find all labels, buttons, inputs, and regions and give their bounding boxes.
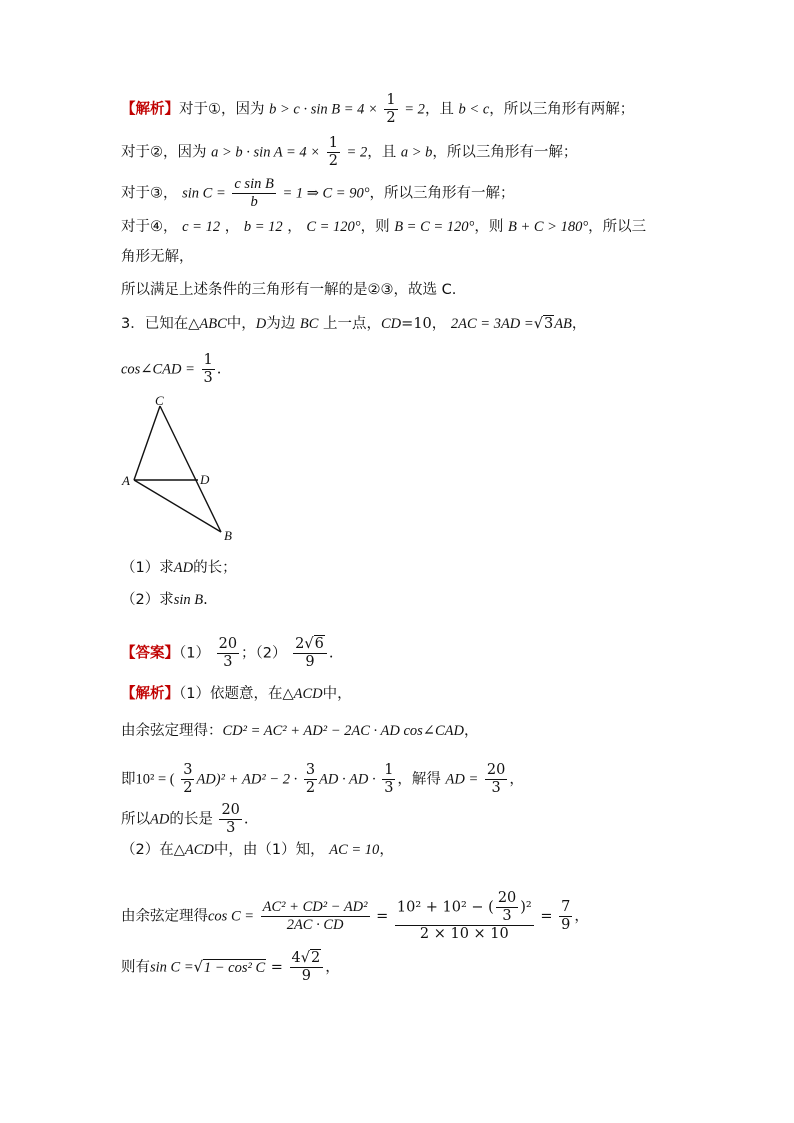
text: （2）求 xyxy=(121,592,174,608)
text: ，且 xyxy=(367,144,397,161)
fraction: $\frac{3}{2}$ xyxy=(183,762,193,796)
sqrt: 1 − cos² C xyxy=(203,959,266,976)
text: . xyxy=(328,645,334,662)
fraction: $\frac{\text{c sin B}}{b}$ xyxy=(234,176,274,210)
text: 中，由（1）知， xyxy=(213,842,325,858)
text: ，则 xyxy=(474,219,504,235)
text: 为边 xyxy=(266,316,296,332)
math: AD xyxy=(173,560,194,576)
math: ACD xyxy=(184,842,214,858)
part-2 xyxy=(121,590,208,610)
text: =10， xyxy=(401,316,447,332)
math: AD · AD · xyxy=(319,771,376,788)
fraction: $\frac{7}{9}$ xyxy=(561,899,571,933)
math: = xyxy=(270,959,283,976)
text: （1）依题意，在△ xyxy=(179,686,294,702)
solution-line-4 xyxy=(121,802,249,837)
fraction: $\frac{\text{AC² + CD² − AD²}}{2AC \cdot CD}$ xyxy=(262,899,368,933)
text: 则有 xyxy=(121,959,150,976)
text: 对于③， xyxy=(121,185,178,202)
math: ABC xyxy=(199,316,227,332)
math: AD)² + AD² − 2 · xyxy=(196,771,298,788)
text: 对于①，因为 xyxy=(179,101,265,118)
analysis-line-1 xyxy=(121,92,634,127)
text: 对于②，因为 xyxy=(121,144,207,161)
label-D: D xyxy=(200,472,210,487)
answer-line xyxy=(121,636,333,671)
fraction: $\frac{1}{2}$ xyxy=(386,92,396,126)
math: BC xyxy=(299,316,319,332)
text: ， xyxy=(379,842,394,858)
analysis-tag-2: 【解析】 xyxy=(121,686,179,702)
text: 中， xyxy=(226,316,256,332)
part-1 xyxy=(121,558,237,578)
text: . xyxy=(216,361,222,378)
fraction: $\frac{1}{2}$ xyxy=(328,135,338,169)
math: a > b · sin A = 4 × xyxy=(211,144,321,161)
math: B = C = 120° xyxy=(394,219,475,235)
math: c = 12 xyxy=(182,219,221,235)
math: cos C = xyxy=(208,908,255,925)
math: D xyxy=(255,316,267,332)
text: ， xyxy=(463,723,479,739)
text: ， xyxy=(325,959,340,976)
fraction: $\frac{20}{3}$ xyxy=(218,636,238,670)
text: ，且 xyxy=(424,101,454,118)
fraction: $\frac{2√6}{9}$ xyxy=(293,636,327,671)
text: 即 xyxy=(121,771,136,788)
math: a > b xyxy=(400,144,433,161)
text: 所以 xyxy=(121,811,150,828)
text: ， xyxy=(574,908,589,925)
text: ， xyxy=(509,771,524,788)
triangle-figure xyxy=(118,392,248,547)
math: = 2 xyxy=(404,101,425,118)
math: = 2 xyxy=(346,144,368,161)
math: b < c xyxy=(458,101,490,118)
analysis-line-5: 角形无解， xyxy=(121,249,194,265)
solution-line-7: 则有sin C =√1 − cos² C = $\frac{4√2}{9}$ ， xyxy=(121,950,340,984)
math: CD xyxy=(381,316,402,332)
text: . xyxy=(203,592,208,608)
text: ，所以三 xyxy=(588,219,647,235)
fraction: $\frac{3}{2}$ xyxy=(305,762,316,796)
solution-line-2 xyxy=(121,721,478,741)
text: 由余弦定理得： xyxy=(121,723,223,739)
analysis-line-6: 所以满足上述条件的三角形有一解的是②③，故选 C. xyxy=(121,282,457,298)
text: ，所以三角形有一解； xyxy=(432,144,578,161)
text: 对于④， xyxy=(121,219,178,235)
math: cos∠CAD = xyxy=(121,361,195,378)
text: ；（2） xyxy=(241,645,287,662)
question-3-line-2 xyxy=(121,352,221,387)
math: sin C = xyxy=(150,959,194,976)
analysis-line-3 xyxy=(121,176,515,211)
text: ，所以三角形有一解； xyxy=(369,185,515,202)
fraction: $\frac{1}{3}$ xyxy=(203,352,213,386)
math: sin B xyxy=(173,592,204,608)
math: = xyxy=(376,908,389,925)
solution-line-5 xyxy=(121,840,394,860)
text: 的长； xyxy=(193,560,237,576)
solution-line-3 xyxy=(121,762,524,797)
text: （2）在△ xyxy=(121,842,185,858)
text: 3．已知在△ xyxy=(121,316,200,332)
answer-tag: 【答案】 xyxy=(121,645,179,662)
fraction: $\frac{4√2}{9}$ xyxy=(290,950,324,985)
solution-line-6 xyxy=(121,890,589,943)
math: = 1 ⇒ C = 90° xyxy=(282,185,370,202)
analysis-line-4: 对于④， c = 12 ， b = 12 ， C = 120°，则 B = C = 120°，则 B + C > 180°，所以三 xyxy=(121,219,647,235)
fraction: $\frac{20}{3}$ xyxy=(486,762,506,796)
text: （1） xyxy=(179,645,210,662)
text: 上一点， xyxy=(323,316,382,332)
label-C: C xyxy=(155,393,164,408)
label-B: B xyxy=(224,528,232,543)
math: ACD xyxy=(293,686,323,702)
text: ，则 xyxy=(360,219,390,235)
fraction: $\frac{20}{3}$ xyxy=(221,802,240,836)
solution-line-1 xyxy=(121,684,352,704)
text: （1）求 xyxy=(121,560,174,576)
math: AC = 10 xyxy=(329,842,380,858)
fraction: $\frac{1}{3}$ xyxy=(384,762,394,796)
sqrt: 3 xyxy=(543,316,554,332)
text: ， xyxy=(571,316,587,332)
label-A: A xyxy=(122,473,130,488)
analysis-tag: 【解析】 xyxy=(121,101,179,118)
math: b = 12 xyxy=(243,219,283,235)
text: ，所以三角形有两解； xyxy=(489,101,635,118)
fraction: 10² + 10² − ( $\frac{20}{3}$ )² 2 × 10 × 10 xyxy=(396,890,532,942)
text: 的长是 xyxy=(169,811,213,828)
math: AD xyxy=(150,811,170,828)
math: C = 120° xyxy=(306,219,361,235)
text: . xyxy=(243,811,249,828)
math: B + C > 180° xyxy=(507,219,589,235)
math: AD = xyxy=(445,771,479,788)
text: 由余弦定理得 xyxy=(121,908,208,925)
math: 10² = ( xyxy=(135,771,175,788)
question-3-line-1: 3．已知在△ABC中，D为边 BC 上一点，CD=10， 2AC = 3AD =√3AB， xyxy=(121,316,587,332)
analysis-line-2 xyxy=(121,135,577,170)
math: 2AC = 3AD = xyxy=(450,316,534,332)
math: AB xyxy=(554,316,572,332)
text: 中， xyxy=(322,686,352,702)
math: CD² = AC² + AD² − 2AC · AD cos∠CAD xyxy=(222,723,464,739)
math: b > c · sin B = 4 × xyxy=(269,101,378,118)
text: ，解得 xyxy=(397,771,441,788)
math: = xyxy=(540,908,553,925)
math: sin C = xyxy=(182,185,226,202)
